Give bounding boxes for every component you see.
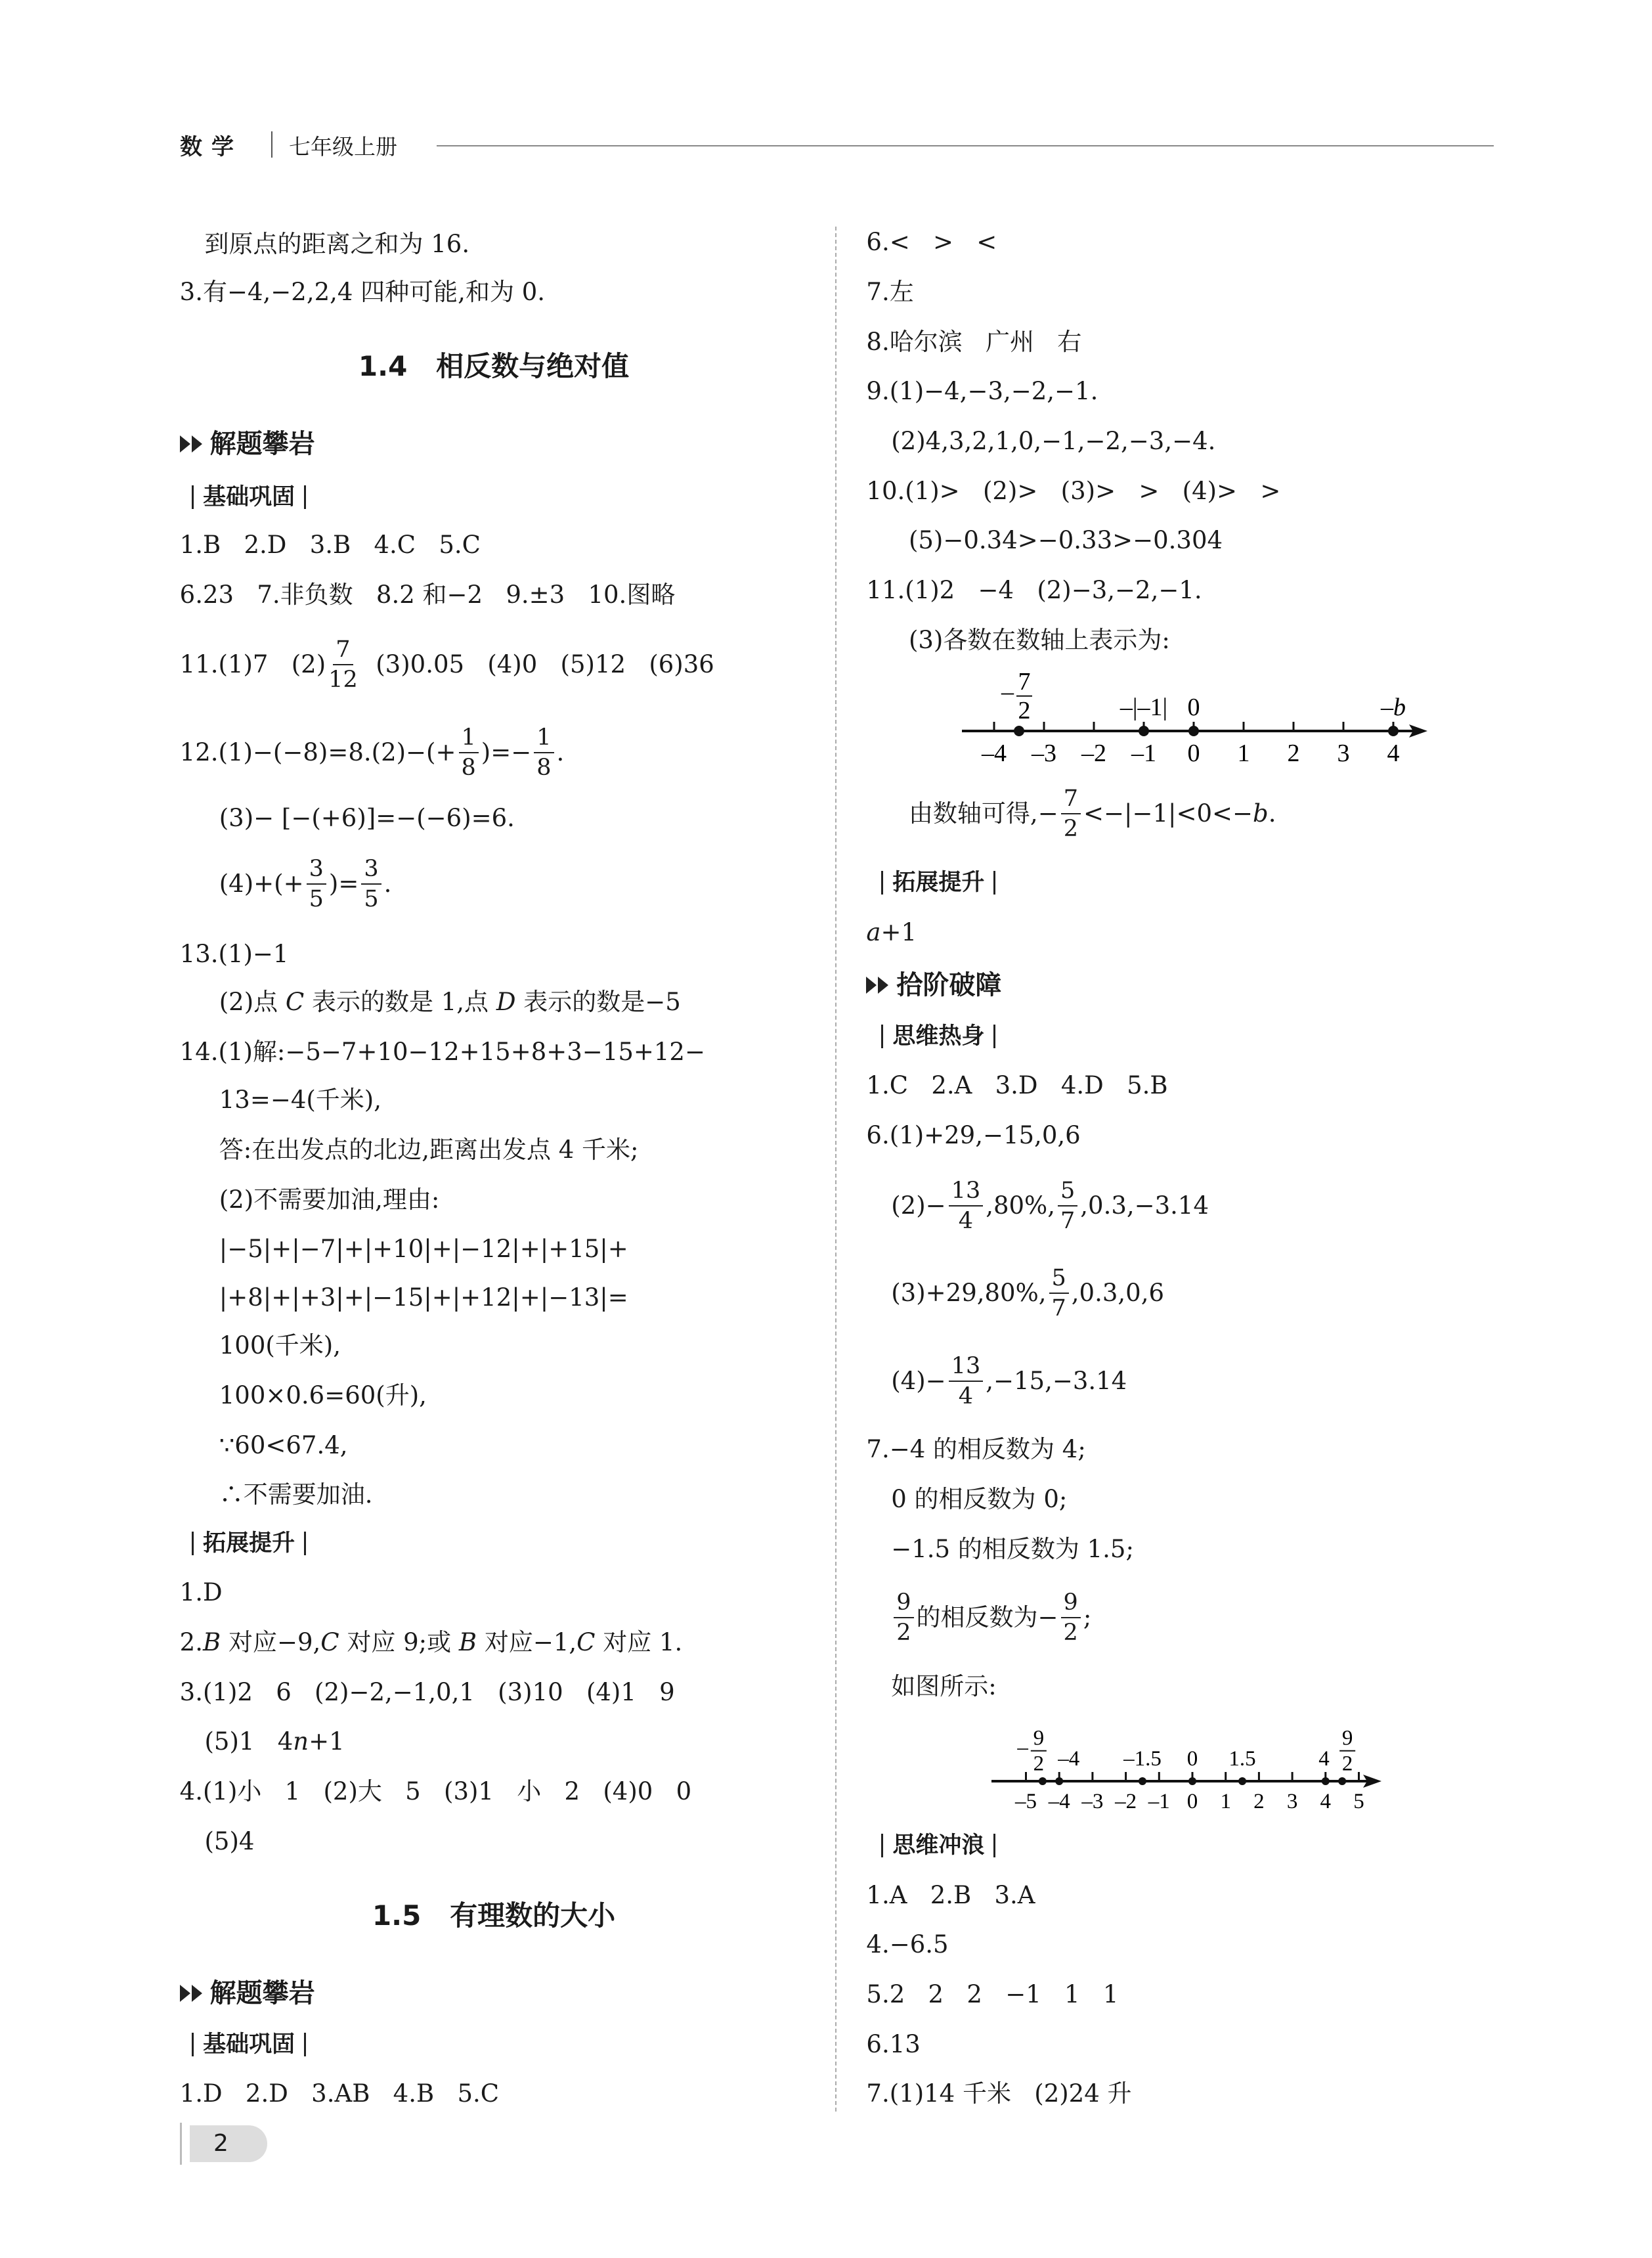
text: |−5|+|−7|+|+10|+|−12|+|+15|+ [219,1235,628,1264]
answer-line [866,2025,920,2064]
answer-line [891,1667,996,1706]
answer-line [180,1032,705,1072]
answer-line [866,1975,1118,2014]
play-arrow-icon [878,977,888,994]
text: (2)4,3,2,1,0,−1,−2,−3,−4. [891,426,1216,455]
text: 10.(1)> (2)> (3)> > (4)> > [866,476,1281,505]
text: 答:在出发点的北边,距离出发点 4 千米; [219,1136,639,1164]
fraction [328,635,358,694]
text: 对应−1, [477,1627,577,1656]
numerator: 3 [307,854,326,885]
tick-label: 4 [1320,1790,1332,1813]
tick-label: –4 [982,740,1007,767]
text: ,−15,−3.14 [986,1366,1127,1395]
answer-line [219,1376,427,1415]
tick-label: –5 [1015,1790,1037,1813]
answer-line [219,1426,348,1465]
answer-line [219,1080,381,1120]
text: ,0.3,0,6 [1071,1279,1165,1308]
text: 对应 9;或 [339,1627,459,1656]
text: 9.(1)−4,−3,−2,−1. [866,377,1098,406]
variable: C [320,1627,339,1656]
tick-label: –2 [1115,1790,1137,1813]
point [1188,1777,1196,1785]
text: ∴不需要加油. [219,1480,373,1509]
text: +1 [309,1727,345,1756]
tick-label: –1 [1148,1790,1170,1813]
tick-label: –3 [1081,1790,1104,1813]
text: 0 的相反数为 0; [891,1484,1068,1513]
text: (4)+(+ [219,870,304,898]
text: . [556,738,565,766]
fraction [949,1176,984,1235]
text: 1.A 2.B 3.A [866,1880,1035,1909]
answer-line [866,2074,1131,2114]
text: 13.(1)−1 [179,939,289,968]
text: (2)− [891,1191,946,1220]
point-label: –|–1| [1119,694,1168,721]
text: (4)− [891,1366,946,1395]
text: 7.(1)14 千米 (2)24 升 [866,2079,1132,2108]
tick-label: –2 [1081,740,1106,767]
text: 如图所示: [891,1671,997,1700]
point [1188,726,1199,736]
grade-title: 七年级上册 [289,134,397,160]
text: 2. [179,1627,203,1656]
answer-line [891,1265,1165,1322]
answer-line [866,322,1081,362]
text: 基础巩固 [203,2031,295,2058]
answer-line [180,1623,683,1662]
text: +1 [880,918,917,946]
bracket-bar [192,2033,194,2056]
bracket-bar [192,485,194,509]
point-label: 1.5 [1228,1747,1256,1771]
bracket-bar [881,871,883,895]
numerator: 5 [1049,1264,1069,1294]
answer-line [205,1722,345,1761]
numerator: 7 [1061,784,1081,814]
denominator: 4 [958,1383,974,1409]
variable: n [293,1727,309,1756]
bracket-bar [993,871,995,895]
text: (3)+29,80%, [891,1279,1047,1308]
play-arrow-icon [180,435,190,453]
page-number-rule [180,2123,182,2165]
text: 1.D [179,1578,223,1607]
text: (3)0.05 (4)0 (5)12 (6)36 [360,650,714,679]
fraction [1058,1176,1077,1235]
answer-line [205,1822,255,1861]
text: (3)各数在数轴上表示为: [908,625,1170,654]
text: 拓展提升 [892,869,985,896]
answer-line [180,1673,675,1712]
denominator: 7 [1060,1207,1076,1234]
text: 100(千米), [219,1331,341,1360]
answer-line [219,856,392,913]
text: |+8|+|+3|+|−15|+|+12|+|−13|= [219,1283,628,1312]
denominator: 2 [1063,816,1078,843]
text: 思维冲浪 [892,1832,985,1859]
text: 基础巩固 [203,483,295,510]
answer-line [891,1589,1092,1647]
subsection-label [183,477,315,517]
play-arrow-icon [180,1985,190,2002]
text: 思维热身 [892,1023,985,1050]
answer-line [866,913,917,952]
text: 6.< > < [866,228,997,257]
text: (5)−0.34>−0.33>−0.304 [908,526,1223,555]
tick-label: 0 [1187,740,1200,767]
bracket-bar [304,2033,306,2056]
bracket-bar [881,1025,883,1048]
section-title [180,424,315,464]
point [1055,1777,1063,1785]
point [1322,1777,1330,1785]
numerator: 13 [949,1352,984,1382]
text: 1.D 2.D 3.AB 4.B 5.C [179,2079,500,2108]
denominator: 5 [309,886,324,913]
bracket-bar [192,1532,194,1555]
point-label: –1.5 [1123,1747,1162,1771]
column-divider [835,227,837,2112]
section-heading [359,347,629,386]
fraction-denominator: 2 [1018,697,1031,724]
text: ; [1083,1603,1092,1632]
text: 14.(1)解:−5−7+10−12+15+8+3−15+12− [179,1038,705,1066]
text: 由数轴可得,− [908,799,1058,828]
variable: C [576,1627,596,1656]
fraction [459,723,479,782]
text: (5)1 4 [204,1727,293,1756]
numerator: 5 [1058,1176,1077,1206]
fraction [361,854,381,914]
text: 表示的数是 1,点 [304,988,496,1017]
answer-line [866,472,1280,511]
section-title [866,965,1001,1005]
text: 6.(1)+29,−15,0,6 [866,1120,1081,1149]
point [1388,726,1399,736]
answer-line [908,786,1276,843]
fraction [1049,1264,1069,1323]
tick-label: 2 [1287,740,1300,767]
denominator: 5 [364,886,379,913]
header-separator [271,131,272,158]
answer-line [866,571,1202,610]
variable: b [1253,799,1269,828]
text: 4.−6.5 [866,1930,949,1959]
text: 对应−9, [221,1627,321,1656]
text: 5.2 2 2 −1 1 1 [866,1980,1119,2009]
denominator: 2 [1063,1620,1078,1647]
numerator: 9 [1061,1588,1081,1618]
answer-line [866,273,913,312]
tick-label: 3 [1286,1790,1298,1813]
fraction [534,723,554,782]
variable: a [866,918,881,946]
text: )= [328,870,359,898]
point [1238,1777,1246,1785]
text: 13=−4(千米), [219,1086,382,1115]
answer-line [219,1475,373,1515]
fraction-numerator: 7 [1018,668,1031,696]
denominator: 7 [1051,1295,1066,1322]
text: 6.13 [866,2029,921,2058]
text: 1.B 2.D 3.B 4.C 5.C [179,530,481,559]
point-label: 4 [1318,1747,1330,1771]
text: ,0.3,−3.14 [1080,1191,1209,1220]
tick-label: 2 [1253,1790,1265,1813]
answer-line [180,1573,223,1612]
text: (2)不需要加油,理由: [219,1185,440,1214]
bracket-bar [304,1532,306,1555]
play-arrow-icon [192,1985,202,2002]
subsection-label [872,863,1005,902]
text: 解题攀岩 [209,429,315,460]
text: 8.哈尔滨 广州 右 [866,327,1082,356]
answer-line [891,1177,1209,1234]
answer-line [180,575,676,615]
point-label: 0 [1186,1747,1198,1771]
numerator: 1 [459,723,479,753]
bracket-bar [993,1025,995,1048]
point-label: –4 [1058,1747,1080,1771]
denominator: 8 [461,754,476,781]
answer-line [180,935,289,974]
numerator: 13 [949,1176,984,1206]
subject-title: 数学 [180,134,243,160]
text: )=− [481,738,532,766]
answer-line [180,525,481,565]
answer-line [909,621,1170,660]
section-heading [372,1896,615,1936]
text: 1.C 2.A 3.D 4.D 5.B [866,1071,1168,1100]
answer-line [866,372,1098,411]
tick-label: –1 [1131,740,1156,767]
section-title [180,1974,315,2013]
numerator: 3 [361,854,381,885]
text: 到原点的距离之和为 16. [204,229,470,258]
fraction [949,1352,984,1411]
variable: D [496,988,516,1017]
answer-line [219,1180,440,1220]
text: 对应 1. [595,1627,683,1656]
play-arrow-icon [192,435,202,453]
fraction [1061,1588,1081,1647]
answer-line [866,1066,1167,1105]
header-rule [437,145,1494,146]
tick-label: –4 [1048,1790,1070,1813]
answer-line [866,1430,1085,1469]
variable: C [285,988,305,1017]
numerator: 9 [894,1588,913,1618]
text: 拾阶破障 [896,969,1002,1000]
subsection-label [183,1524,315,1563]
answer-line [866,1116,1080,1155]
fraction-numerator: 9 [1341,1726,1353,1750]
subsection-label [872,1826,1005,1865]
answer-line [891,1352,1127,1409]
variable: B [202,1627,221,1656]
text: 表示的数是−5 [515,988,681,1017]
answer-line [866,1876,1035,1915]
text: 7.左 [866,278,914,306]
point-label: 0 [1187,694,1200,721]
answer-line [866,223,997,262]
answer-line [180,273,545,312]
tick-label: 4 [1387,740,1400,767]
point-label: – [1001,678,1014,706]
point-label: –b [1381,694,1406,721]
answer-line [180,2074,499,2114]
point [1014,726,1024,736]
denominator: 12 [328,667,358,694]
point [1039,1777,1047,1785]
subsection-label [183,2025,315,2064]
text: 4.(1)小 1 (2)大 5 (3)1 小 2 (4)0 0 [179,1777,692,1805]
text: 解题攀岩 [209,1978,315,2008]
numerator: 7 [333,635,353,665]
answer-line [891,1480,1067,1519]
tick-label: 1 [1220,1790,1231,1813]
variable: B [458,1627,477,1656]
text: ,80%, [986,1191,1055,1220]
answer-line [180,1772,691,1811]
denominator: 4 [958,1207,974,1234]
tick-label: 3 [1337,740,1350,767]
answer-line [219,1130,639,1170]
tick-label: –3 [1032,740,1056,767]
subsection-label [872,1017,1005,1056]
text: 7.−4 的相反数为 4; [866,1435,1086,1464]
text: . [1268,799,1276,828]
text: 拓展提升 [203,1530,295,1557]
text: −1.5 的相反数为 1.5; [891,1534,1134,1563]
bracket-bar [881,1834,883,1857]
text: 3.有−4,−2,2,4 四种可能,和为 0. [179,278,546,306]
answer-line [909,521,1223,560]
text: ∵60<67.4, [219,1430,348,1459]
number-line-1 [946,657,1458,795]
tick-label: 0 [1186,1790,1198,1813]
answer-line [866,1925,948,1964]
text: <−|−1|<0<− [1083,799,1253,828]
text: 11.(1)7 (2) [179,650,326,679]
point [1139,1777,1146,1785]
answer-line [219,1326,341,1365]
answer-line [219,799,515,838]
text: 6.23 7.非负数 8.2 和−2 9.±3 10.图略 [179,580,676,609]
denominator: 2 [896,1620,911,1647]
text: (5)4 [204,1826,255,1855]
number-line-2 [985,1701,1405,1819]
tick-label: 1 [1237,740,1250,767]
answer-line [179,636,714,694]
point [1338,1777,1346,1785]
fraction-denominator: 2 [1341,1752,1353,1776]
text: 1.4 相反数与绝对值 [358,350,630,383]
answer-line [219,983,681,1022]
answer-line [219,1278,628,1317]
point-label: – [1017,1735,1028,1760]
page-number: 2 [190,2125,267,2162]
text: 100×0.6=60(升), [219,1381,427,1409]
answer-line [891,1530,1134,1569]
point [1139,726,1149,736]
answer-line [179,724,565,781]
text: 11.(1)2 −4 (2)−3,−2,−1. [866,575,1202,604]
bracket-bar [993,1834,995,1857]
tick-label: 5 [1353,1790,1364,1813]
text: (2)点 [219,988,286,1017]
fraction [307,854,326,914]
text: 12.(1)−(−8)=8.(2)−(+ [179,738,456,766]
play-arrow-icon [866,977,877,994]
numerator: 1 [534,723,554,753]
text: (3)− [−(+6)]=−(−6)=6. [219,804,515,832]
fraction [894,1588,913,1647]
fraction-numerator: 9 [1033,1726,1045,1750]
bracket-bar [304,485,306,509]
denominator: 8 [536,754,552,781]
answer-line [205,225,470,264]
text: 的相反数为− [916,1603,1058,1632]
text: 3.(1)2 6 (2)−2,−1,0,1 (3)10 (4)1 9 [179,1677,675,1706]
text: . [383,870,392,898]
answer-line [891,422,1215,461]
answer-line [219,1229,628,1269]
fraction-denominator: 2 [1033,1752,1045,1776]
text: 1.5 有理数的大小 [372,1899,616,1932]
